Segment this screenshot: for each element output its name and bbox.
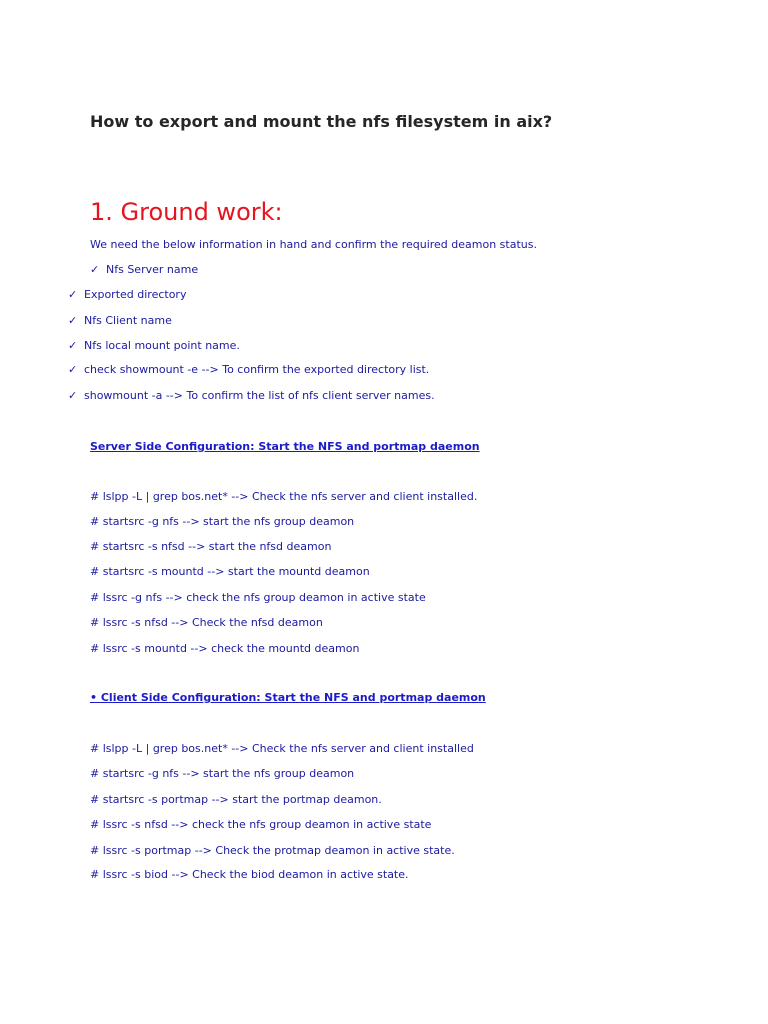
intro-text: We need the below information in hand and confirm the required deamon status. [90, 238, 537, 251]
server-command-line: # lssrc -g nfs --> check the nfs group deamon in active state [90, 591, 426, 604]
section-heading-ground-work: 1. Ground work: [90, 198, 283, 226]
checkmark-icon: ✓ [68, 363, 78, 376]
checklist-item-text: Nfs Client name [84, 314, 172, 327]
checkmark-icon: ✓ [68, 339, 78, 352]
checklist-item-text: check showmount -e --> To confirm the exported directory list. [84, 363, 430, 376]
server-command-line: # lslpp -L | grep bos.net* --> Check the nfs server and client installed. [90, 490, 478, 503]
checklist-item [90, 263, 198, 277]
client-command-line: # lssrc -s nfsd --> check the nfs group deamon in active state [90, 818, 432, 831]
server-command-line: # startsrc -s nfsd --> start the nfsd deamon [90, 540, 332, 553]
client-side-config-link[interactable]: • Client Side Configuration: Start the NFS and portmap daemon [90, 691, 486, 704]
checklist-item-text: Exported directory [84, 288, 187, 301]
checkmark-icon: ✓ [68, 389, 78, 402]
checklist-item [68, 314, 172, 328]
server-command-line: # startsrc -s mountd --> start the mountd deamon [90, 565, 370, 578]
checklist-item-text: showmount -a --> To confirm the list of nfs client server names. [84, 389, 435, 402]
client-command-line: # lssrc -s biod --> Check the biod deamon in active state. [90, 868, 409, 881]
checklist-item [68, 288, 186, 302]
client-command-line: # lssrc -s portmap --> Check the protmap deamon in active state. [90, 844, 455, 857]
checkmark-icon: ✓ [68, 288, 78, 301]
client-command-line: # startsrc -s portmap --> start the portmap deamon. [90, 793, 382, 806]
checklist-item-text: Nfs local mount point name. [84, 339, 240, 352]
server-command-line: # lssrc -s mountd --> check the mountd deamon [90, 642, 360, 655]
checklist-item [68, 363, 429, 377]
checkmark-icon: ✓ [68, 314, 78, 327]
server-command-line: # startsrc -g nfs --> start the nfs group deamon [90, 515, 355, 528]
checkmark-icon: ✓ [90, 263, 100, 276]
server-command-line: # lssrc -s nfsd --> Check the nfsd deamon [90, 616, 323, 629]
checklist-item [68, 389, 435, 403]
client-command-line: # lslpp -L | grep bos.net* --> Check the nfs server and client installed [90, 742, 474, 755]
page-title: How to export and mount the nfs filesystem in aix? [90, 112, 553, 131]
client-command-line: # startsrc -g nfs --> start the nfs group deamon [90, 767, 355, 780]
checklist-item [68, 339, 240, 353]
server-side-config-link[interactable]: Server Side Configuration: Start the NFS and portmap daemon [90, 440, 480, 453]
checklist-item-text: Nfs Server name [106, 263, 199, 276]
